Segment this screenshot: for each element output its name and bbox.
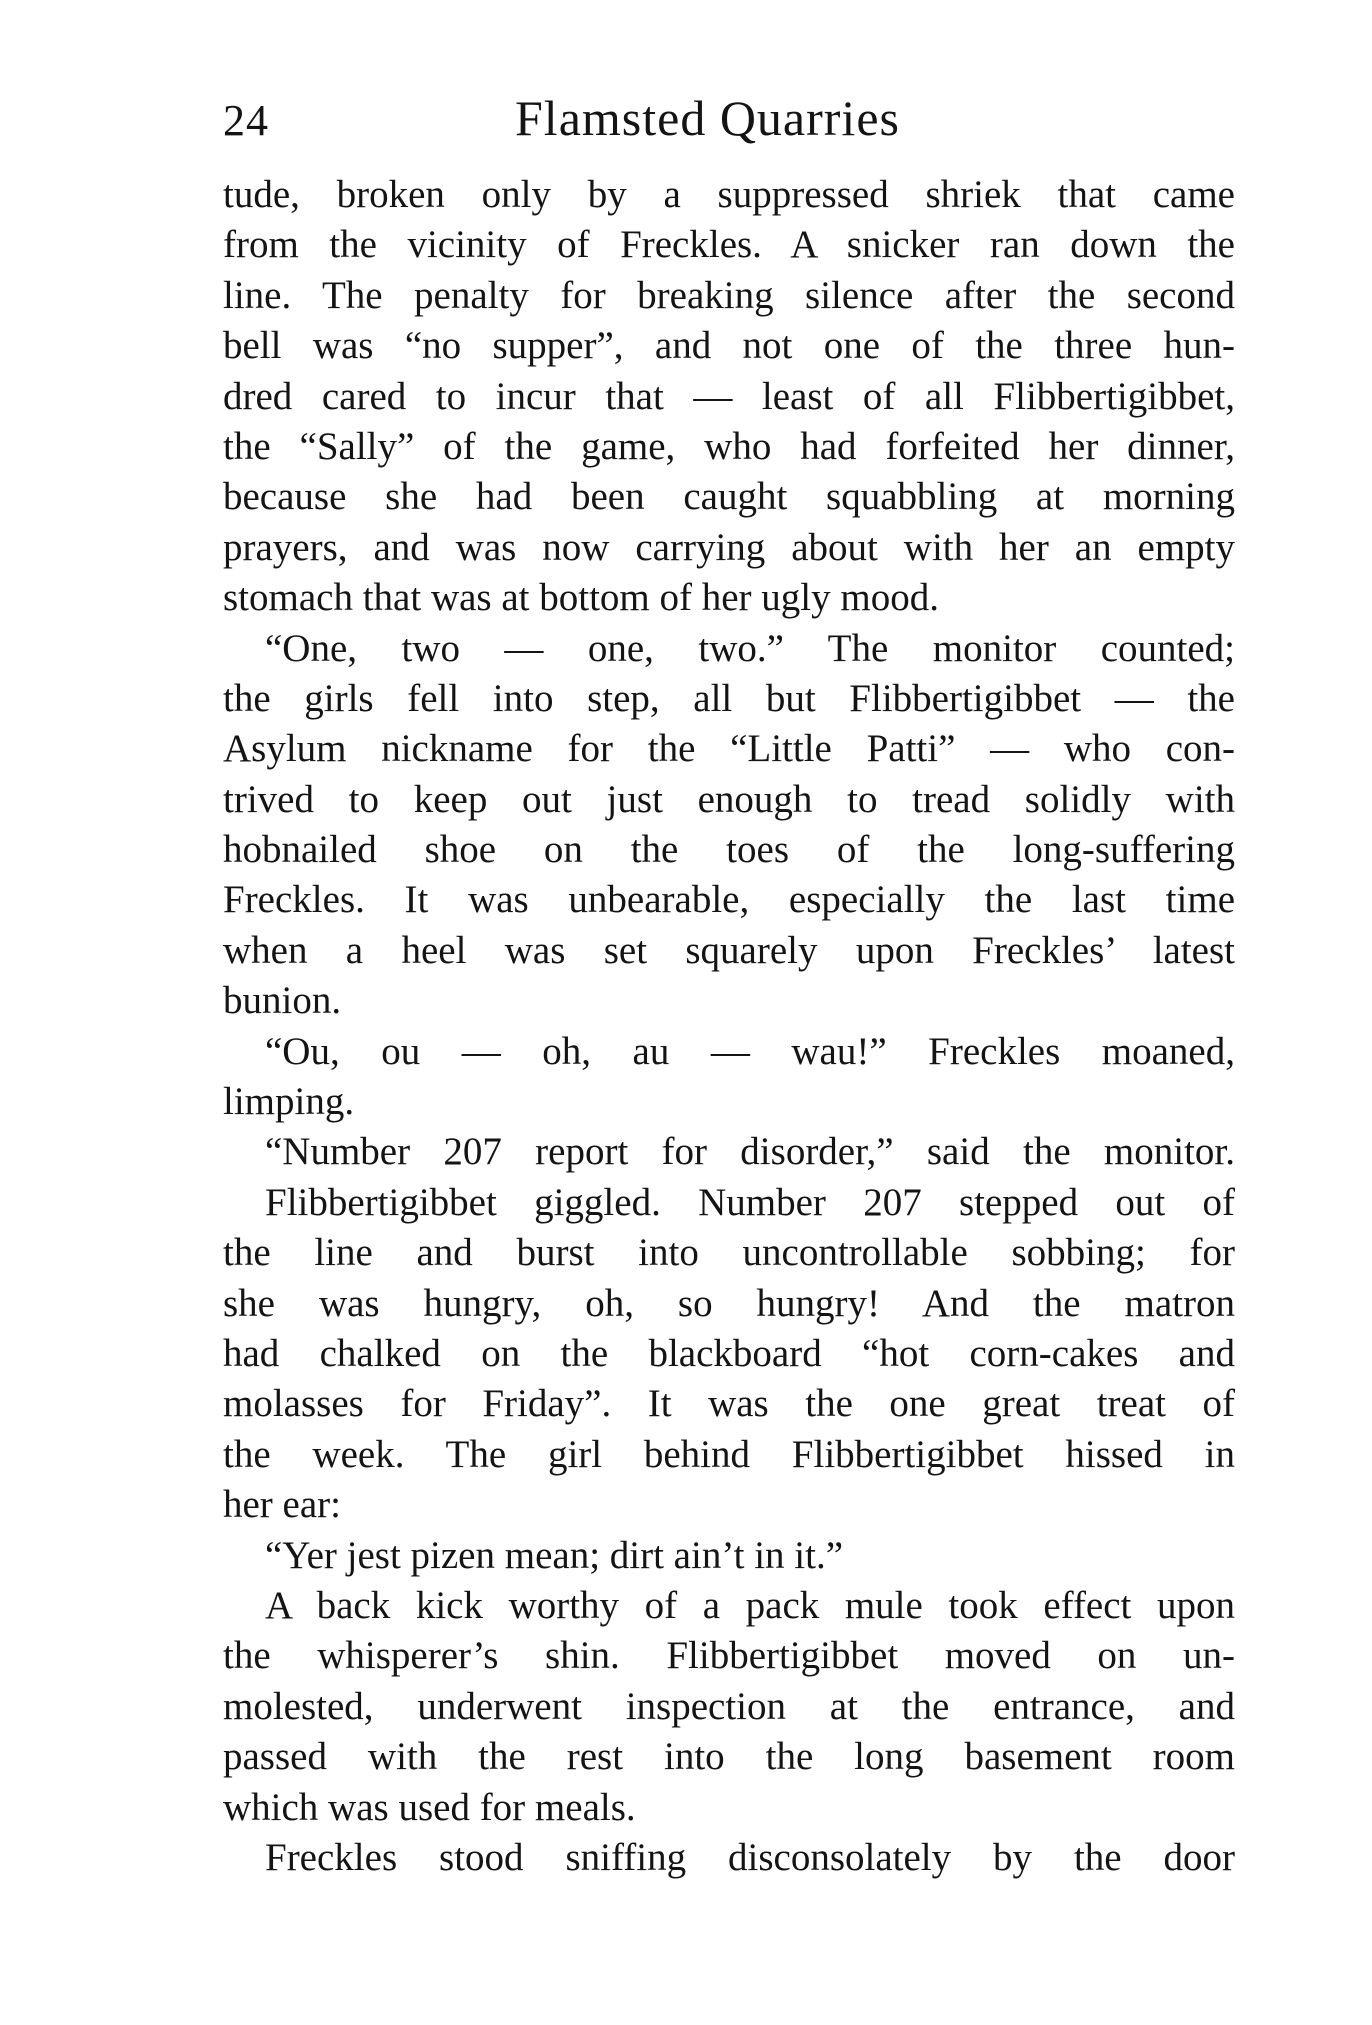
- text-line: limping.: [223, 1080, 355, 1124]
- text-line: she was hungry, oh, so hungry! And the matron: [223, 1281, 1235, 1325]
- page-header: [223, 90, 1235, 165]
- text-line: the whisperer’s shin. Flibbertigibbet moved on un-: [223, 1634, 1235, 1678]
- body-text: [223, 170, 1235, 1883]
- text-line: tude, broken only by a suppressed shriek that came: [223, 173, 1235, 216]
- text-line: when a heel was set squarely upon Freckles’ latest: [223, 928, 1235, 972]
- text-line: her ear:: [223, 1483, 341, 1527]
- text-line: dred cared to incur that — least of all Flibbertigibbet,: [223, 374, 1235, 418]
- text-line: Flibbertigibbet giggled. Number 207 stepped out of: [265, 1180, 1235, 1224]
- text-line: because she had been caught squabbling at morning: [223, 475, 1235, 519]
- text-line: trived to keep out just enough to tread solidly with: [223, 777, 1235, 821]
- text-line: the girls fell into step, all but Flibbertigibbet — the: [223, 676, 1235, 720]
- text-line: bunion.: [223, 979, 342, 1023]
- text-line: molested, underwent inspection at the entrance, and: [223, 1684, 1235, 1728]
- text-line: the line and burst into uncontrollable sobbing; for: [223, 1231, 1235, 1275]
- text-line: “Ou, ou — oh, au — wau!” Freckles moaned,: [265, 1029, 1235, 1073]
- text-line: A back kick worthy of a pack mule took effect upon: [265, 1583, 1235, 1627]
- text-line: from the vicinity of Freckles. A snicker ran down the: [223, 223, 1235, 267]
- text-line: stomach that was at bottom of her ugly mood.: [223, 576, 939, 620]
- text-line: which was used for meals.: [223, 1785, 636, 1829]
- text-line: “Number 207 report for disorder,” said the monitor.: [265, 1130, 1235, 1174]
- text-line: hobnailed shoe on the toes of the long-suffering: [223, 828, 1235, 872]
- text-line: Freckles. It was unbearable, especially the last time: [223, 878, 1235, 922]
- text-line: had chalked on the blackboard “hot corn-cakes and: [223, 1331, 1235, 1375]
- text-line: molasses for Friday”. It was the one great treat of: [223, 1382, 1235, 1426]
- text-line: “One, two — one, two.” The monitor counted;: [265, 626, 1235, 670]
- text-line: the week. The girl behind Flibbertigibbet hissed in: [223, 1432, 1235, 1476]
- text-line: passed with the rest into the long basement room: [223, 1735, 1235, 1779]
- text-line: prayers, and was now carrying about with her an empty: [223, 525, 1235, 569]
- page-number: 24: [223, 96, 269, 145]
- text-line: line. The penalty for breaking silence after the second: [223, 273, 1235, 317]
- text-line: bell was “no supper”, and not one of the three hun-: [223, 324, 1235, 368]
- text-line: the “Sally” of the game, who had forfeited her dinner,: [223, 424, 1235, 468]
- text-line: Freckles stood sniffing disconsolately by the door: [265, 1835, 1235, 1879]
- running-title: Flamsted Quarries: [515, 90, 900, 146]
- book-page: [223, 90, 1235, 1883]
- text-line: “Yer jest pizen mean; dirt ain’t in it.”: [265, 1533, 844, 1577]
- text-line: Asylum nickname for the “Little Patti” — who con-: [223, 727, 1235, 771]
